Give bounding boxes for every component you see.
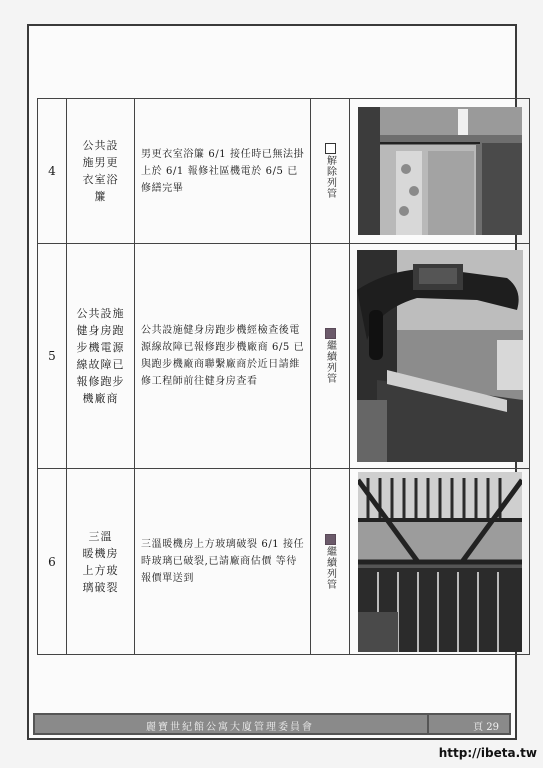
status-cell xyxy=(311,244,350,469)
item-cell xyxy=(67,244,135,469)
item-line: 步機電源 xyxy=(76,341,125,354)
status-checkbox[interactable] xyxy=(325,534,336,545)
table-row xyxy=(38,469,530,655)
item-line: 報修跑步 xyxy=(76,375,125,388)
broken-glass-roof-photo xyxy=(358,472,522,652)
description-cell: 三溫暖機房上方玻璃破裂 6/1 接任時玻璃已破裂,已請廠商估價 等待報價單送到 xyxy=(135,469,311,655)
item-line: 暖機房 xyxy=(82,546,119,560)
row-number: 6 xyxy=(38,469,67,655)
item-line: 三溫 xyxy=(88,529,113,543)
row-number: 4 xyxy=(38,99,67,244)
treadmill-photo xyxy=(357,250,523,462)
footer-title: 麗寶世紀館公寓大廈管理委員會 xyxy=(146,722,314,733)
item-line: 衣室浴 xyxy=(82,173,119,186)
item-line: 璃破裂 xyxy=(82,580,119,594)
status-label: 繼續列管 xyxy=(324,545,336,590)
item-line: 機廠商 xyxy=(82,392,119,405)
watermark: http://ibeta.tw xyxy=(438,746,537,760)
item-cell xyxy=(67,469,135,655)
description-cell: 公共設施健身房跑步機經檢查後電源線故障已報修跑步機廠商 6/5 已與跑步機廠商聯繫廠商於近日請維修工程師前往健身房查看 xyxy=(135,244,311,469)
footer-divider xyxy=(427,715,429,733)
item-line: 公共設施 xyxy=(76,307,125,320)
maintenance-table xyxy=(37,98,530,655)
footer-bar xyxy=(33,713,511,735)
photo-cell xyxy=(350,99,530,244)
description-cell: 男更衣室浴簾 6/1 接任時已無法掛上於 6/1 報修社區機電於 6/5 已修繕完畢 xyxy=(135,99,311,244)
item-line: 健身房跑 xyxy=(76,324,125,337)
status-label: 解除列管 xyxy=(324,155,336,199)
item-line: 上方玻 xyxy=(82,563,119,577)
shower-curtain-photo xyxy=(358,107,522,235)
row-number: 5 xyxy=(38,244,67,469)
table-row xyxy=(38,99,530,244)
item-line: 施男更 xyxy=(82,156,119,169)
item-cell xyxy=(67,99,135,244)
item-line: 簾 xyxy=(94,190,107,203)
table-row xyxy=(38,244,530,469)
item-line: 公共設 xyxy=(82,139,119,152)
photo-cell xyxy=(350,469,530,655)
status-cell xyxy=(311,99,350,244)
photo-cell xyxy=(350,244,530,469)
item-line: 線故障已 xyxy=(76,358,125,371)
status-label: 繼續列管 xyxy=(324,340,336,384)
status-checkbox[interactable] xyxy=(325,328,336,339)
status-cell xyxy=(311,469,350,655)
page-number: 頁 29 xyxy=(473,722,499,733)
status-checkbox[interactable] xyxy=(325,143,336,154)
